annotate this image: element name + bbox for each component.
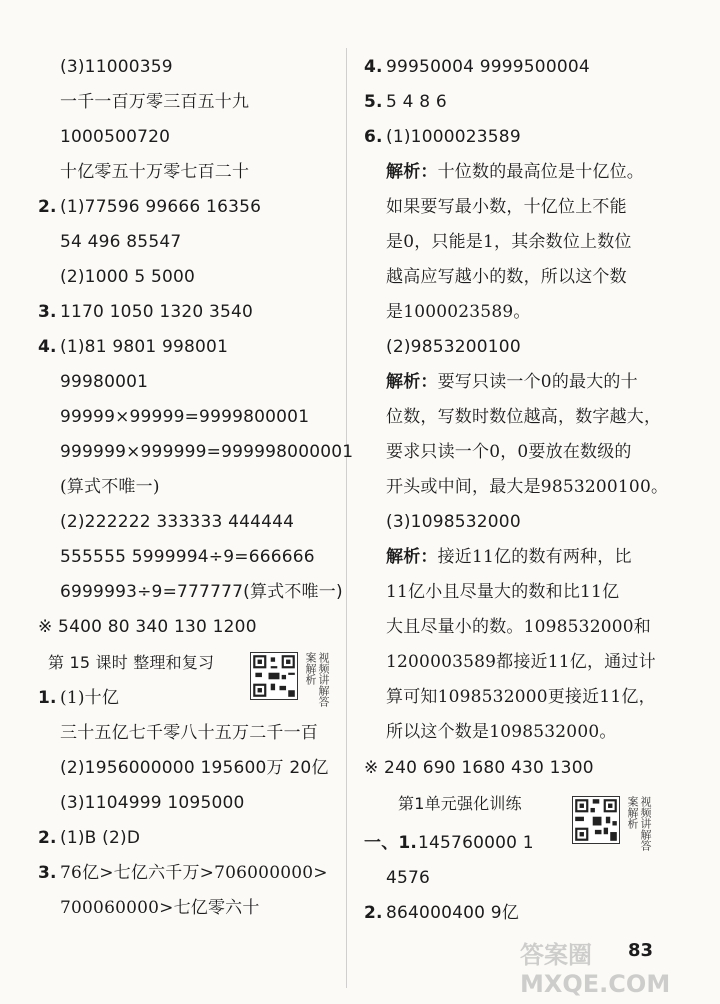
question-number: 5. (364, 92, 383, 112)
answer-line: ※ 240 690 1680 430 1300 (364, 758, 594, 778)
explanation-line: 越高应写越小的数，所以这个数 (386, 267, 627, 287)
explanation-line: 要求只读一个0，0要放在数级的 (386, 442, 632, 462)
column-divider (346, 48, 347, 988)
answer-line: (算式不唯一) (60, 477, 160, 497)
answer-line: 145760000 1 (418, 833, 534, 853)
answer-line: 1000500720 (60, 127, 171, 147)
page-number: 83 (628, 940, 654, 961)
question-number: 1. (38, 688, 57, 708)
answer-line: (2)1956000000 195600万 20亿 (60, 758, 329, 778)
answer-line: 三十五亿七千零八十五万二千一百 (60, 723, 318, 743)
answer-line: (3)1098532000 (386, 512, 521, 532)
answer-line: 99980001 (60, 372, 149, 392)
answer-line: (1)B (2)D (60, 828, 141, 848)
answer-line: (1)十亿 (60, 688, 120, 708)
explanation-line: 解析：接近11亿的数有两种，比 (386, 547, 632, 567)
question-number: 2. (38, 197, 57, 217)
explanation-line: 开头或中间，最大是9853200100。 (386, 477, 669, 497)
answer-line: 700060000>七亿零六十 (60, 898, 260, 918)
answer-line: 99950004 9999500004 (386, 57, 590, 77)
qr-code-icon[interactable] (572, 796, 620, 844)
answer-line: (1)77596 99666 16356 (60, 197, 262, 217)
answer-line: 4576 (386, 868, 431, 888)
answer-line: (2)1000 5 5000 (60, 267, 196, 287)
explanation-line: 解析：十位数的最高位是十亿位。 (386, 162, 645, 182)
explanation-line: 11亿小且尽量大的数和比11亿 (386, 582, 620, 602)
explanation-line: 是0，只能是1，其余数位上数位 (386, 232, 632, 252)
explanation-line: 所以这个数是1098532000。 (386, 722, 617, 742)
question-number: 2. (38, 828, 57, 848)
answer-line: (3)1104999 1095000 (60, 793, 245, 813)
explanation-line: 算可知1098532000更接近11亿， (386, 687, 656, 707)
analysis-label: 解析： (386, 547, 438, 567)
answer-line: (1)81 9801 998001 (60, 337, 229, 357)
answer-line: 99999×99999=9999800001 (60, 407, 310, 427)
qr-code-icon (573, 797, 619, 843)
answer-line: 54 496 85547 (60, 232, 182, 252)
qr-caption: 视频讲解答案解析 (304, 652, 330, 707)
question-number: 一、1. (364, 833, 418, 853)
explanation-line: 是1000023589。 (386, 302, 531, 322)
explanation-line: 大且尽量小的数。1098532000和 (386, 617, 651, 637)
analysis-label: 解析： (386, 162, 438, 182)
question-number: 2. (364, 903, 383, 923)
answer-line: 6999993÷9=777777(算式不唯一) (60, 582, 343, 602)
answer-line: 555555 5999994÷9=666666 (60, 547, 315, 567)
answer-line: (2)9853200100 (386, 337, 521, 357)
unit-title: 第1单元强化训练 (398, 794, 522, 813)
answer-line: (1)1000023589 (386, 127, 521, 147)
question-number: 3. (38, 863, 57, 883)
qr-code-icon (251, 653, 297, 699)
explanation-line: 解析：要写只读一个0的最大的十 (386, 372, 638, 392)
explanation-line: 位数，写数时数位越高，数字越大， (386, 407, 662, 427)
explanation-line: 如果要写最小数，十亿位上不能 (386, 197, 627, 217)
answer-line: 一千一百万零三百五十九 (60, 92, 250, 112)
qr-code-icon[interactable] (250, 652, 298, 700)
lesson-title: 第 15 课时 整理和复习 (48, 653, 215, 672)
answer-line: 5 4 8 6 (386, 92, 447, 112)
question-number: 4. (38, 337, 57, 357)
watermark-logo: 答案圈 MXQE.COM (520, 941, 671, 998)
answer-line: 999999×999999=999998000001 (60, 442, 354, 462)
answer-line: 864000400 9亿 (386, 903, 519, 923)
question-number: 3. (38, 302, 57, 322)
explanation-line: 1200003589都接近11亿，通过计 (386, 652, 656, 672)
answer-line: 76亿>七亿六千万>706000000> (60, 863, 328, 883)
question-number: 4. (364, 57, 383, 77)
question-number: 6. (364, 127, 383, 147)
answer-line: ※ 5400 80 340 130 1200 (38, 617, 257, 637)
answer-line: (3)11000359 (60, 57, 173, 77)
answer-line: (2)222222 333333 444444 (60, 512, 295, 532)
answer-line: 十亿零五十万零七百二十 (60, 162, 250, 182)
qr-caption: 视频讲解答案解析 (626, 796, 652, 851)
analysis-label: 解析： (386, 372, 438, 392)
answer-line: 1170 1050 1320 3540 (60, 302, 254, 322)
